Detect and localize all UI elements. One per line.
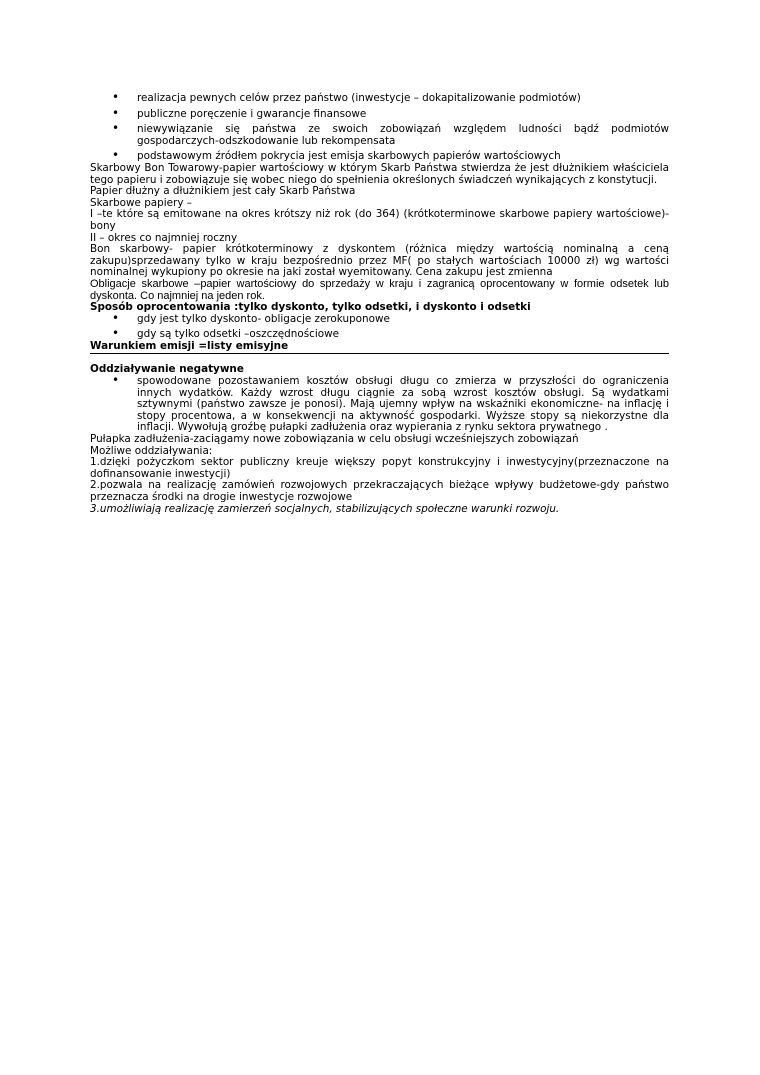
heading-oddzialywanie: Oddziaływanie negatywne (90, 363, 244, 376)
paragraph-type-one: I –te które są emitowane na okres krótszy niż rok (do 364) (krótkoterminowe skarbowe papiery wartościowe)- bony (90, 208, 669, 232)
paragraph-dluzny: Papier dłużny a dłużnikiem jest cały Skarb Państwa (90, 185, 356, 198)
paragraph-bon-towarowy: Skarbowy Bon Towarowy-papier wartościowy w którym Skarb Państwa stwierdza że jest dłużnikiem właściciela tego papieru i zobowiązuje się wobec niego do spełnienia określonych świadczeń wynikających z konstytucji. (90, 161, 669, 186)
document-page (90, 93, 669, 515)
heading-warunkiem-emisji: Warunkiem emisji =listy emisyjne (90, 341, 669, 355)
paragraph-mozliwe: Możliwe oddziaływania: (90, 444, 213, 457)
list-item: • spowodowane pozostawaniem kosztów obsługi długu co zmierza w przyszłości do ograniczenia innych wydatków. Każdy wzrost długu ciągnie za sobą wzrost kosztów obsługi. Są wydatkami sztywnymi (państwo zawsze je ponosi). Mają ujemny wpływ na wskaźniki ekonomiczne- na inflację i stopy procentowa, a w konsekwencji na aktywność gospodarki. Wyższe stopy są niekorzystne dla inflacji. Wywołują groźbę pułapki zadłużenia oraz wypierania z rynku sektora prywatnego . (90, 376, 669, 434)
bullet-list-purposes (90, 93, 669, 163)
list-item: • podstawowym źródłem pokrycia jest emisja skarbowych papierów wartościowych (90, 151, 669, 163)
list-item: • realizacja pewnych celów przez państwo (inwestycje – dokapitalizowanie podmiotów) (90, 93, 669, 105)
paragraph-pulapka: Pułapka zadłużenia-zaciągamy nowe zobowiązania w celu obsługi wcześniejszych zobowiązań (90, 433, 579, 446)
paragraph-type-two: II – okres co najmniej roczny (90, 231, 238, 244)
bullet-list-interest (90, 314, 669, 341)
bullet-list-negative (90, 376, 669, 434)
list-item: • gdy są tylko odsetki –oszczędnościowe (90, 329, 669, 341)
heading-skarbowe-papiery: Skarbowe papiery – (90, 196, 192, 209)
list-item: • publiczne poręczenie i gwarancje finansowe (90, 109, 669, 121)
list-item: • niewywiązanie się państwa ze swoich zobowiązań względem ludności bądź podmiotów gospodarczych-odszkodowanie lub rekompensata (90, 124, 669, 147)
list-item: • gdy jest tylko dyskonto- obligacje zerokuponowe (90, 314, 669, 326)
heading-sposob-oprocentowania: Sposób oprocentowania :tylko dyskonto, tylko odsetki, i dyskonto i odsetki (90, 301, 531, 314)
paragraph-mozliwe-3: 3.umożliwiają realizację zamierzeń socjalnych, stabilizujących społeczne warunki rozwoju. (90, 502, 560, 515)
paragraph-mozliwe-1: 1.dzięki pożyczkom sektor publiczny kreuje większy popyt konstrukcyjny i inwestycyjny(przeznaczone na dofinansowanie inwestycji) (90, 456, 669, 480)
paragraph-obligacje: Obligacje skarbowe –papier wartościowy do sprzedaży w kraju i zagranicą oprocentowany w formie odsetek lub dyskonta. Co najmniej na jeden rok. (90, 277, 669, 302)
paragraph-bon-skarbowy: Bon skarbowy- papier krótkoterminowy z dyskontem (różnica między wartością nominalną a ceną zakupu)sprzedawany tylko w kraju bezpośrednio przez MF( po stałych wartościach 10000 zł) wg wartości nominalnej wykupiony po okresie na jaki został wyemitowany. Cena zakupu jest zmienna (90, 243, 669, 279)
paragraph-mozliwe-2: 2.pozwala na realizację zamówień rozwojowych przekraczających bieżące wpływy budżetowe-gdy państwo przeznacza środki na drogie inwestycje rozwojowe (90, 479, 669, 503)
